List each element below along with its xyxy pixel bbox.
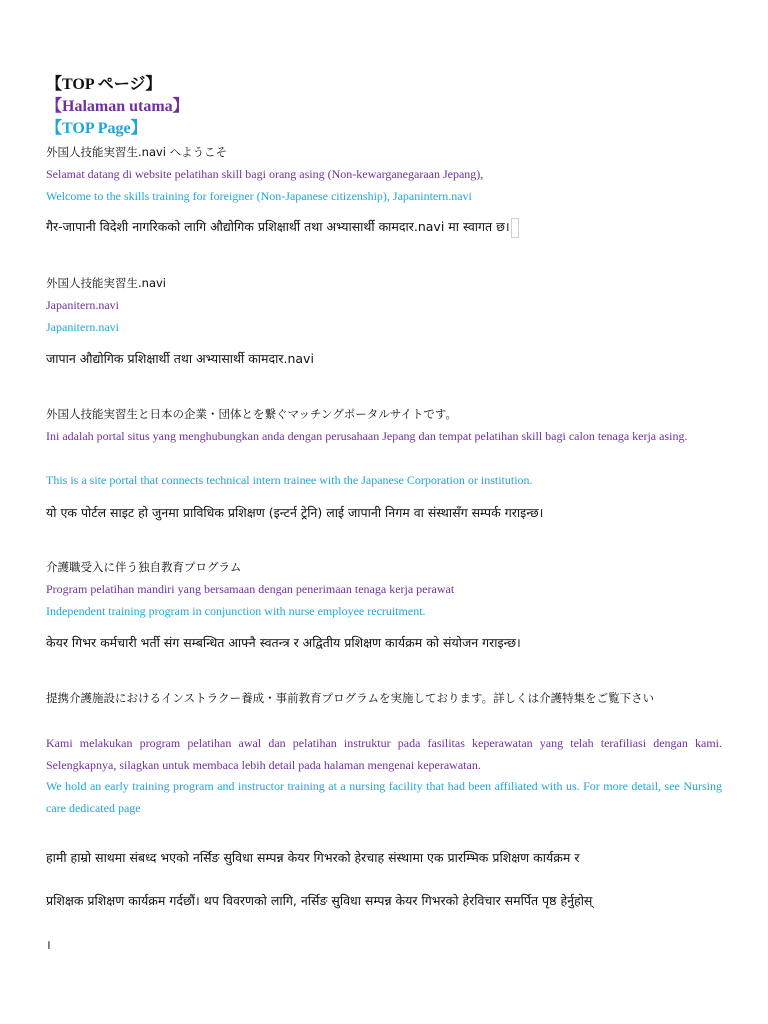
training-program-ne: केयर गिभर कर्मचारी भर्ती संग सम्बन्धित आफ्नै स्वतन्त्र र अद्वितीय प्रशिक्षण कार्यक्रम को संयोजन गराइन्छ। [46,635,521,650]
welcome-text-ne-content: गैर-जापानी विदेशी नागरिकको लागि औद्योगिक प्रशिक्षार्थी तथा अभ्यासार्थी कामदार.navi मा स्वागत छ। [46,219,510,234]
instructor-training-id: Kami melakukan program pelatihan awal dan pelatihan instruktur pada fasilitas keperawatan yang telah terafiliasi dengan kami. Selengkapnya, silagkan untuk membaca lebih detail pada halaman mengenai keperawatan. [46,736,722,772]
instructor-training-ne-line-1: हामी हाम्रो साथमा संबध्द भएको नर्सिङ सुविधा सम्पन्न केयर गिभरको हेरचाह संस्थामा एक प्रारम्भिक प्रशिक्षण कार्यक्रम र [46,850,580,865]
heading-top-page-ja: 【TOP ページ】 [46,76,162,93]
heading-top-page-en: 【TOP Page】 [46,120,147,137]
instructor-training-ja: 提携介護施設におけるインストラクー養成・事前教育プログラムを実施しております。詳しくは介護特集をご覧下さい [46,691,655,705]
training-program-en: Independent training program in conjunction with nurse employee recruitment. [46,604,426,618]
training-program-ja: 介護職受入に伴う独自教育プログラム [46,560,242,574]
portal-description-en: This is a site portal that connects technical intern trainee with the Japanese Corporation or institution. [46,473,533,487]
welcome-text-ne [46,216,722,238]
instructor-training-en: We hold an early training program and instructor training at a nursing facility that had been affiliated with us. For more detail, see Nursing care dedicated page [46,779,722,815]
site-name-ne: जापान औद्योगिक प्रशिक्षार्थी तथा अभ्यासार्थी कामदार.navi [46,351,314,366]
welcome-text-id: Selamat datang di website pelatihan skill bagi orang asing (Non-kewarganegaraan Jepang), [46,167,484,181]
site-name-en: Japanitern.navi [46,320,119,334]
text-cursor-box [511,218,519,238]
welcome-text-ja: 外国人技能実習生.navi へようこそ [46,145,228,159]
portal-description-ja: 外国人技能実習生と日本の企業・団体とを繋ぐマッチングポータルサイトです。 [46,407,458,421]
welcome-text-en: Welcome to the skills training for foreigner (Non-Japanese citizenship), Japanintern.navi [46,189,472,203]
site-name-ja: 外国人技能実習生.navi [46,276,166,290]
instructor-training-ne-line-3: । [46,937,51,952]
heading-top-page-id: 【Halaman utama】 [46,98,189,115]
site-name-id: Japanitern.navi [46,298,119,312]
portal-description-ne: यो एक पोर्टल साइट हो जुनमा प्राविधिक प्रशिक्षण (इन्टर्न ट्रेनि) लाई जापानी निगम वा संस्थासँग सम्पर्क गराइन्छ। [46,505,544,520]
portal-description-id: Ini adalah portal situs yang menghubungkan anda dengan perusahaan Jepang dan tempat pelatihan skill bagi calon tenaga kerja asing. [46,429,688,443]
training-program-id: Program pelatihan mandiri yang bersamaan dengan penerimaan tenaga kerja perawat [46,582,455,596]
instructor-training-ne-line-2: प्रशिक्षक प्रशिक्षण कार्यक्रम गर्दछौं। थप विवरणको लागि, नर्सिङ सुविधा सम्पन्न केयर गिभरको हेरविचार समर्पित पृष्ठ हेर्नुहोस् [46,893,593,908]
